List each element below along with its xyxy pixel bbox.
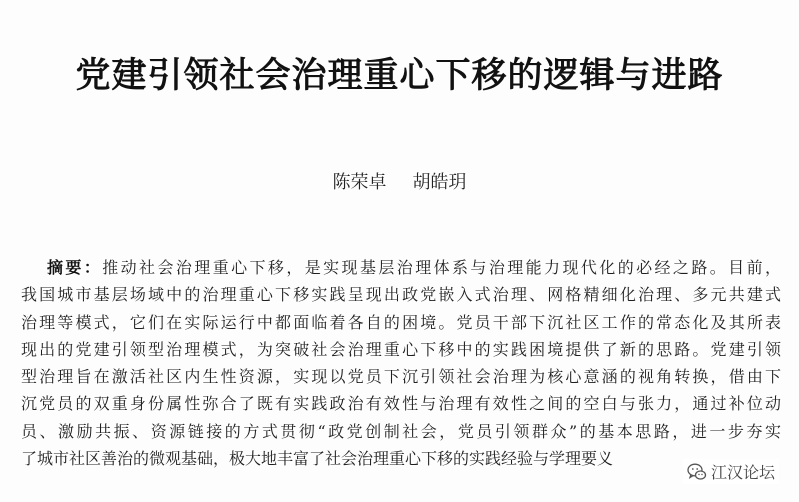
- abstract-line: 现出的党建引领型治理模式，为突破社会治理重心下移中的实践困境提供了新的思路。党建引领: [21, 339, 781, 359]
- wechat-icon: [687, 462, 707, 482]
- watermark: [683, 459, 779, 484]
- abstract-line: [21, 254, 781, 281]
- paper-title: 党建引领社会治理重心下移的逻辑与进路: [75, 56, 724, 96]
- abstract-line: 治理等模式，它们在实际运行中都面临着各自的困境。党员干部下沉社区工作的常态化及其所表: [21, 312, 781, 332]
- abstract-line: 沉党员的双重身份属性弥合了既有实践政治有效性与治理有效性之间的空白与张力，通过补位动: [21, 394, 781, 414]
- author-name: 胡皓玥: [412, 172, 467, 193]
- abstract-line: 了城市社区善治的微观基础，极大地丰富了社会治理重心下移的实践经验与学理要义: [21, 449, 614, 469]
- author-list: [0, 168, 799, 194]
- abstract: [21, 254, 781, 472]
- watermark-text: 江汉论坛: [710, 463, 775, 482]
- abstract-line: 型治理旨在激活社区内生性资源，实现以党员下沉引领社会治理为核心意涵的视角转换，借由下: [21, 367, 781, 387]
- abstract-line: 我国城市基层场域中的治理重心下移实践呈现出政党嵌入式治理、网格精细化治理、多元共建式: [21, 285, 781, 305]
- author-name: 陈荣卓: [332, 172, 387, 193]
- abstract-text: 推动社会治理重心下移，是实现基层治理体系与治理能力现代化的必经之路。目前，: [102, 258, 781, 277]
- abstract-line: 员、激励共振、资源链接的方式贯彻“政党创制社会，党员引领群众”的基本思路，进一步夯实: [21, 421, 781, 441]
- abstract-label: 摘要：: [47, 258, 103, 277]
